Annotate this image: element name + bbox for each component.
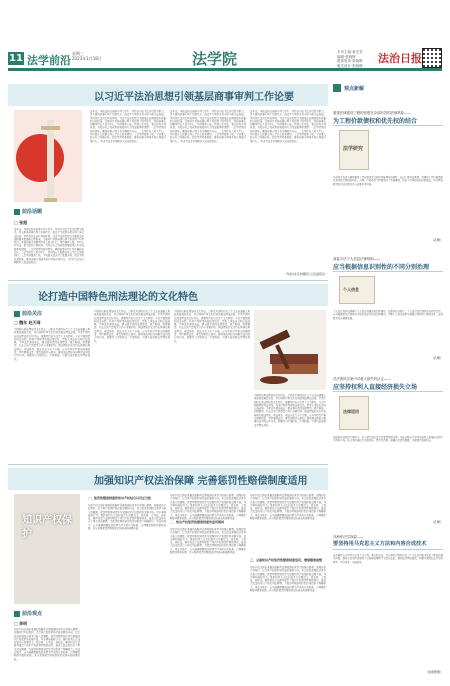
ip-protection-illustration xyxy=(14,494,80,604)
editor-credits xyxy=(337,50,363,68)
paper-logo: 法治日报 xyxy=(378,52,422,65)
sidebar-title: 为工程价款债权和优先权的结合 xyxy=(333,118,418,125)
sidebar-kicker: 重建法律建设工程的密度在全面有效的法律风险—— xyxy=(333,111,411,115)
tiananmen-column-illustration xyxy=(14,110,82,202)
article-divider xyxy=(8,464,328,465)
article-body-col: 知识产权是国家发展的战略性资源和国际竞争力的核心要素。加强知识产权保护，是完善产权保护制度最重要的内容，也是提高我国经济竞争力最大的激励。惩罚性赔偿制度作为加强知识产权保护的重要手段，对于遏制侵权行为、维护权利人合法权益具有重要意义。民法典、专利法、商标法、著作权法等法律均规定了知识产权惩罚性赔偿制度，最高人民法院出台了相关司法解释，为惩罚性赔偿制度的适用提供了明确指引。司法实践中，应当准确把握故意和情节严重的认定标准，合理确定赔偿基数和倍数，充分发挥惩罚性赔偿制度的惩戒和威慑功能。 xyxy=(88,504,166,531)
article-subhead: 二、知识产权惩罚性赔偿制度的适用规则 xyxy=(170,520,225,524)
editor-line: 联系电话·张晓辉 xyxy=(337,59,363,63)
article-author: □ 魏东 赵天琦 xyxy=(14,320,41,325)
article-body-col: 知识产权是国家发展的战略性资源和国际竞争力的核心要素。加强知识产权保护，是完善产权保护制度最重要的内容，也是提高我国经济竞争力最大的激励。惩罚性赔偿制度作为加强知识产权保护的重要手段，对于遏制侵权行为、维护权利人合法权益具有重要意义。民法典、专利法、商标法、著作权法等法律均规定了知识产权惩罚性赔偿制度，最高人民法院出台了相关司法解释，为惩罚性赔偿制度的适用提供了明确指引。司法实践中，应当准确把握故意和情节严重的认定标准，合理确定赔偿基数和倍数，充分发挥惩罚性赔偿制度的惩戒和威慑功能。 xyxy=(250,566,326,593)
article-body-col: 近年来，基层法院在商事审判工作中，坚持以习近平法治思想为指引，深入推进商事审判工作现代化，依法平等保护各类市场主体合法权益，持续优化法治化营商环境。习近平法治思想是全面依法治国的根本遵循和行动指南，为新时代基层商事审判工作提供了科学指引。基层商事审判要坚持以人民为中心，坚持服务大局，坚持公正司法，着力提升审判质效，为经济社会高质量发展提供有力司法服务和保障。一是坚持党的绝对领导，确保商事审判工作正确政治方向。二是坚持以人民为中心，切实回应人民群众对公平正义的新期待。三是坚持服务大局，主动融入经济社会发展全局。四是坚持改革创新，推动商事审判体系和审判能力现代化。（作者为北京市朝阳区人民法院院长） xyxy=(14,228,84,264)
article-body-col: 中国特色刑法理论的文化特色，是指在中国特色社会主义法治道路上形成和发展起来的，具有鲜明中华文化特质的刑法理论品格。打造中国特色刑法理论的文化特色，需要坚持以马克思主义为指导，立足中国国情和司法实践，传承中华优秀传统法律文化，借鉴人类法治文明有益成果。中华法系源远流长，蕴含着丰富的法律智慧，德主刑辅、明德慎罚、礼法合治等思想至今仍有重要价值。刑法理论的文化特色体现在刑法理念、刑法体系、刑法方法等多个方面。应当坚持宽严相济刑事政策，坚持罪刑法定、罪责刑相适应原则，推动刑法理论与刑事司法实践良性互动，构建具有中国特色、中国风格、中国气派的刑法学理论体系。 xyxy=(254,394,326,427)
article-body-col: 近年来，基层法院在商事审判工作中，坚持以习近平法治思想为指引，深入推进商事审判工作现代化，依法平等保护各类市场主体合法权益，持续优化法治化营商环境。习近平法治思想是全面依法治国的根本遵循和行动指南，为新时代基层商事审判工作提供了科学指引。基层商事审判要坚持以人民为中心，坚持服务大局，坚持公正司法，着力提升审判质效，为经济社会高质量发展提供有力司法服务和保障。一是坚持党的绝对领导，确保商事审判工作正确政治方向。二是坚持以人民为中心，切实回应人民群众对公平正义的新期待。三是坚持服务大局，主动融入经济社会发展全局。四是坚持改革创新，推动商事审判体系和审判能力现代化。（作者为北京市朝阳区人民法院院长） xyxy=(170,110,246,143)
article-body-col: 中国特色刑法理论的文化特色，是指在中国特色社会主义法治道路上形成和发展起来的，具有鲜明中华文化特质的刑法理论品格。打造中国特色刑法理论的文化特色，需要坚持以马克思主义为指导，立足中国国情和司法实践，传承中华优秀传统法律文化，借鉴人类法治文明有益成果。中华法系源远流长，蕴含着丰富的法律智慧，德主刑辅、明德慎罚、礼法合治等思想至今仍有重要价值。刑法理论的文化特色体现在刑法理念、刑法体系、刑法方法等多个方面。应当坚持宽严相济刑事政策，坚持罪刑法定、罪责刑相适应原则，推动刑法理论与刑事司法实践良性互动，构建具有中国特色、中国风格、中国气派的刑法学理论体系。 xyxy=(14,328,90,361)
editor-line: 编辑·张晓辉 xyxy=(337,54,356,59)
article-body-col: 近年来，基层法院在商事审判工作中，坚持以习近平法治思想为指引，深入推进商事审判工作现代化，依法平等保护各类市场主体合法权益，持续优化法治化营商环境。习近平法治思想是全面依法治国的根本遵循和行动指南，为新时代基层商事审判工作提供了科学指引。基层商事审判要坚持以人民为中心，坚持服务大局，坚持公正司法，着力提升审判质效，为经济社会高质量发展提供有力司法服务和保障。一是坚持党的绝对领导，确保商事审判工作正确政治方向。二是坚持以人民为中心，切实回应人民群众对公平正义的新期待。三是坚持服务大局，主动融入经济社会发展全局。四是坚持改革创新，推动商事审判体系和审判能力现代化。（作者为北京市朝阳区人民法院院长） xyxy=(90,110,166,143)
sidebar-title: 应当根据信息识别性的不同分别治理 xyxy=(333,264,430,271)
article-author: □ 张振 xyxy=(14,220,28,225)
date: 2023年1月18日 xyxy=(72,56,102,61)
article-tag-label: 前沿话题 xyxy=(22,209,43,215)
page-number: 11 xyxy=(9,53,23,64)
sidebar-body: 法学研究应当坚持马克思主义立场、观点和方法，深入研究中国特色社会主义法治实践中的重大理论和现实问题。要善于运用历史唯物主义和辩证唯物主义的方法论，推动法学理论创新，构建中国特色法学学科体系、学术体系、话语体系。 xyxy=(333,554,443,564)
tag-icon xyxy=(14,209,20,215)
sidebar-kicker: 肖海军法学探索—— xyxy=(333,535,364,539)
sidebar-rule xyxy=(333,271,443,272)
gavel-books-illustration xyxy=(254,310,326,390)
sidebar-author: （金燕整理） xyxy=(424,670,443,674)
article-tag xyxy=(14,310,42,317)
masthead xyxy=(0,0,450,76)
sidebar-rule xyxy=(333,549,443,550)
sidebar-author: （孔繁） xyxy=(430,238,443,242)
article-author: □ 李明 xyxy=(14,621,28,626)
sidebar-header-label: 观点新解 xyxy=(344,85,365,92)
article-tag-label: 前沿观点 xyxy=(22,611,43,617)
date-block xyxy=(72,51,102,61)
weekday: 星期三 xyxy=(72,51,84,56)
editor-line: 版式设计·张晓辉 xyxy=(337,63,363,68)
book-cover xyxy=(339,276,375,304)
sidebar-kicker: 司法资讯实案中对重大损失的认定—— xyxy=(333,377,391,381)
article-tag xyxy=(14,610,42,617)
article-subhead: 一、惩罚性赔偿制度和知识产权结合具有正当性 xyxy=(88,496,152,500)
book-cover xyxy=(339,130,369,170)
article-body-col: 知识产权是国家发展的战略性资源和国际竞争力的核心要素。加强知识产权保护，是完善产权保护制度最重要的内容，也是提高我国经济竞争力最大的激励。惩罚性赔偿制度作为加强知识产权保护的重要手段，对于遏制侵权行为、维护权利人合法权益具有重要意义。民法典、专利法、商标法、著作权法等法律均规定了知识产权惩罚性赔偿制度，最高人民法院出台了相关司法解释，为惩罚性赔偿制度的适用提供了明确指引。司法实践中，应当准确把握故意和情节严重的认定标准，合理确定赔偿基数和倍数，充分发挥惩罚性赔偿制度的惩戒和威慑功能。 xyxy=(14,628,80,661)
illustration-text: 知识产权保护 xyxy=(22,515,72,540)
sidebar-header-icon xyxy=(333,84,341,92)
article-body-col: 中国特色刑法理论的文化特色，是指在中国特色社会主义法治道路上形成和发展起来的，具有鲜明中华文化特质的刑法理论品格。打造中国特色刑法理论的文化特色，需要坚持以马克思主义为指导，立足中国国情和司法实践，传承中华优秀传统法律文化，借鉴人类法治文明有益成果。中华法系源远流长，蕴含着丰富的法律智慧，德主刑辅、明德慎罚、礼法合治等思想至今仍有重要价值。刑法理论的文化特色体现在刑法理念、刑法体系、刑法方法等多个方面。应当坚持宽严相济刑事政策，坚持罪刑法定、罪责刑相适应原则，推动刑法理论与刑事司法实践良性互动，构建具有中国特色、中国风格、中国气派的刑法学理论体系。 xyxy=(94,310,170,343)
qr-code-icon xyxy=(422,48,442,68)
sidebar-body: 在侵犯商业秘密等案件中，重大损失的认定是定罪量刑的关键。司法实践应当坚持以权利人直接经济损失为基本立场，综合考虑侵权行为的性质、情节及后果，准确认定损失数额，实现罪责刑相适应。 xyxy=(333,436,443,443)
sidebar-title: 应坚持权利人直接经济损失立场 xyxy=(333,384,418,391)
article-2 xyxy=(8,284,328,462)
top-rule xyxy=(8,68,442,71)
article-1 xyxy=(8,84,328,279)
column-title: 法学院 xyxy=(192,50,238,68)
article-title: 加强知识产权法治保障 完善惩罚性赔偿制度适用 xyxy=(94,476,308,487)
book-cover-title: 个人信息 xyxy=(343,287,359,292)
article-tag xyxy=(14,208,42,215)
article-body-col: 知识产权是国家发展的战略性资源和国际竞争力的核心要素。加强知识产权保护，是完善产权保护制度最重要的内容，也是提高我国经济竞争力最大的激励。惩罚性赔偿制度作为加强知识产权保护的重要手段，对于遏制侵权行为、维护权利人合法权益具有重要意义。民法典、专利法、商标法、著作权法等法律均规定了知识产权惩罚性赔偿制度，最高人民法院出台了相关司法解释，为惩罚性赔偿制度的适用提供了明确指引。司法实践中，应当准确把握故意和情节严重的认定标准，合理确定赔偿基数和倍数，充分发挥惩罚性赔偿制度的惩戒和威慑功能。 xyxy=(170,494,246,521)
article-title: 以习近平法治思想引领基层商事审判工作论要 xyxy=(94,92,294,103)
section-name: 法学前沿 xyxy=(27,54,71,67)
sidebar-title: 要坚持用马克思主义方法和内容合成技术 xyxy=(333,541,427,547)
sidebar-author: （孔繁） xyxy=(430,520,443,524)
sidebar-rule xyxy=(333,125,443,126)
article-body-col: 中国特色刑法理论的文化特色，是指在中国特色社会主义法治道路上形成和发展起来的，具有鲜明中华文化特质的刑法理论品格。打造中国特色刑法理论的文化特色，需要坚持以马克思主义为指导，立足中国国情和司法实践，传承中华优秀传统法律文化，借鉴人类法治文明有益成果。中华法系源远流长，蕴含着丰富的法律智慧，德主刑辅、明德慎罚、礼法合治等思想至今仍有重要价值。刑法理论的文化特色体现在刑法理念、刑法体系、刑法方法等多个方面。应当坚持宽严相济刑事政策，坚持罪刑法定、罪责刑相适应原则，推动刑法理论与刑事司法实践良性互动，构建具有中国特色、中国风格、中国气派的刑法学理论体系。 xyxy=(174,310,250,343)
sidebar-author: （孔繁） xyxy=(430,356,443,360)
tag-icon xyxy=(14,311,20,317)
sidebar-rule xyxy=(333,391,443,392)
article-tag-label: 前沿关注 xyxy=(22,311,43,317)
article-body-col: 近年来，基层法院在商事审判工作中，坚持以习近平法治思想为指引，深入推进商事审判工作现代化，依法平等保护各类市场主体合法权益，持续优化法治化营商环境。习近平法治思想是全面依法治国的根本遵循和行动指南，为新时代基层商事审判工作提供了科学指引。基层商事审判要坚持以人民为中心，坚持服务大局，坚持公正司法，着力提升审判质效，为经济社会高质量发展提供有力司法服务和保障。一是坚持党的绝对领导，确保商事审判工作正确政治方向。二是坚持以人民为中心，切实回应人民群众对公平正义的新期待。三是坚持服务大局，主动融入经济社会发展全局。四是坚持改革创新，推动商事审判体系和审判能力现代化。（作者为北京市朝阳区人民法院院长） xyxy=(250,110,326,143)
article-body-col: 知识产权是国家发展的战略性资源和国际竞争力的核心要素。加强知识产权保护，是完善产权保护制度最重要的内容，也是提高我国经济竞争力最大的激励。惩罚性赔偿制度作为加强知识产权保护的重要手段，对于遏制侵权行为、维护权利人合法权益具有重要意义。民法典、专利法、商标法、著作权法等法律均规定了知识产权惩罚性赔偿制度，最高人民法院出台了相关司法解释，为惩罚性赔偿制度的适用提供了明确指引。司法实践中，应当准确把握故意和情节严重的认定标准，合理确定赔偿基数和倍数，充分发挥惩罚性赔偿制度的惩戒和威慑功能。 xyxy=(250,494,326,521)
book-cover xyxy=(339,396,369,430)
article-3 xyxy=(8,468,328,686)
article-subhead: 三、完善知识产权惩罚性赔偿制度适用，增强赔偿威慑 xyxy=(250,558,323,562)
book-cover-title: 法学研究 xyxy=(343,146,364,152)
article-footnote: （作者为北京市朝阳区人民法院院长） xyxy=(283,273,328,276)
article-divider xyxy=(8,280,328,281)
sidebar-body: 个人信息保护法明确了个人信息的概念和处理规则。在数字经济时代，个人信息的识别性存在程度差异，应当根据信息识别性的不同采取差异化的治理模式，平衡个人信息保护与数据合理利用之间的关系，促进数字经济健康发展。 xyxy=(333,310,443,320)
sidebar-kicker: 高雷平法个人信息法律规则—— xyxy=(333,257,381,261)
article-body-col: 知识产权是国家发展的战略性资源和国际竞争力的核心要素。加强知识产权保护，是完善产权保护制度最重要的内容，也是提高我国经济竞争力最大的激励。惩罚性赔偿制度作为加强知识产权保护的重要手段，对于遏制侵权行为、维护权利人合法权益具有重要意义。民法典、专利法、商标法、著作权法等法律均规定了知识产权惩罚性赔偿制度，最高人民法院出台了相关司法解释，为惩罚性赔偿制度的适用提供了明确指引。司法实践中，应当准确把握故意和情节严重的认定标准，合理确定赔偿基数和倍数，充分发挥惩罚性赔偿制度的惩戒和威慑功能。 xyxy=(170,528,246,555)
sidebar-header xyxy=(333,84,364,92)
article-title: 论打造中国特色刑法理论的文化特色 xyxy=(38,292,198,303)
editor-line: 专刊主编·蒋龙芳 xyxy=(337,50,363,54)
sidebar-body: 本书作者在深入研究建设工程价款优先受偿权基础理论的同时，结合大量司法案例，对建设工程价款债权及其优先受偿权的性质、范围、行使条件等问题进行了系统阐述，提出了完善相关制度的建议，对于理论研究和司法实践均具有重要参考价值。 xyxy=(333,176,443,186)
book-cover-title: 法律适用 xyxy=(343,409,359,414)
tag-icon xyxy=(14,611,20,617)
